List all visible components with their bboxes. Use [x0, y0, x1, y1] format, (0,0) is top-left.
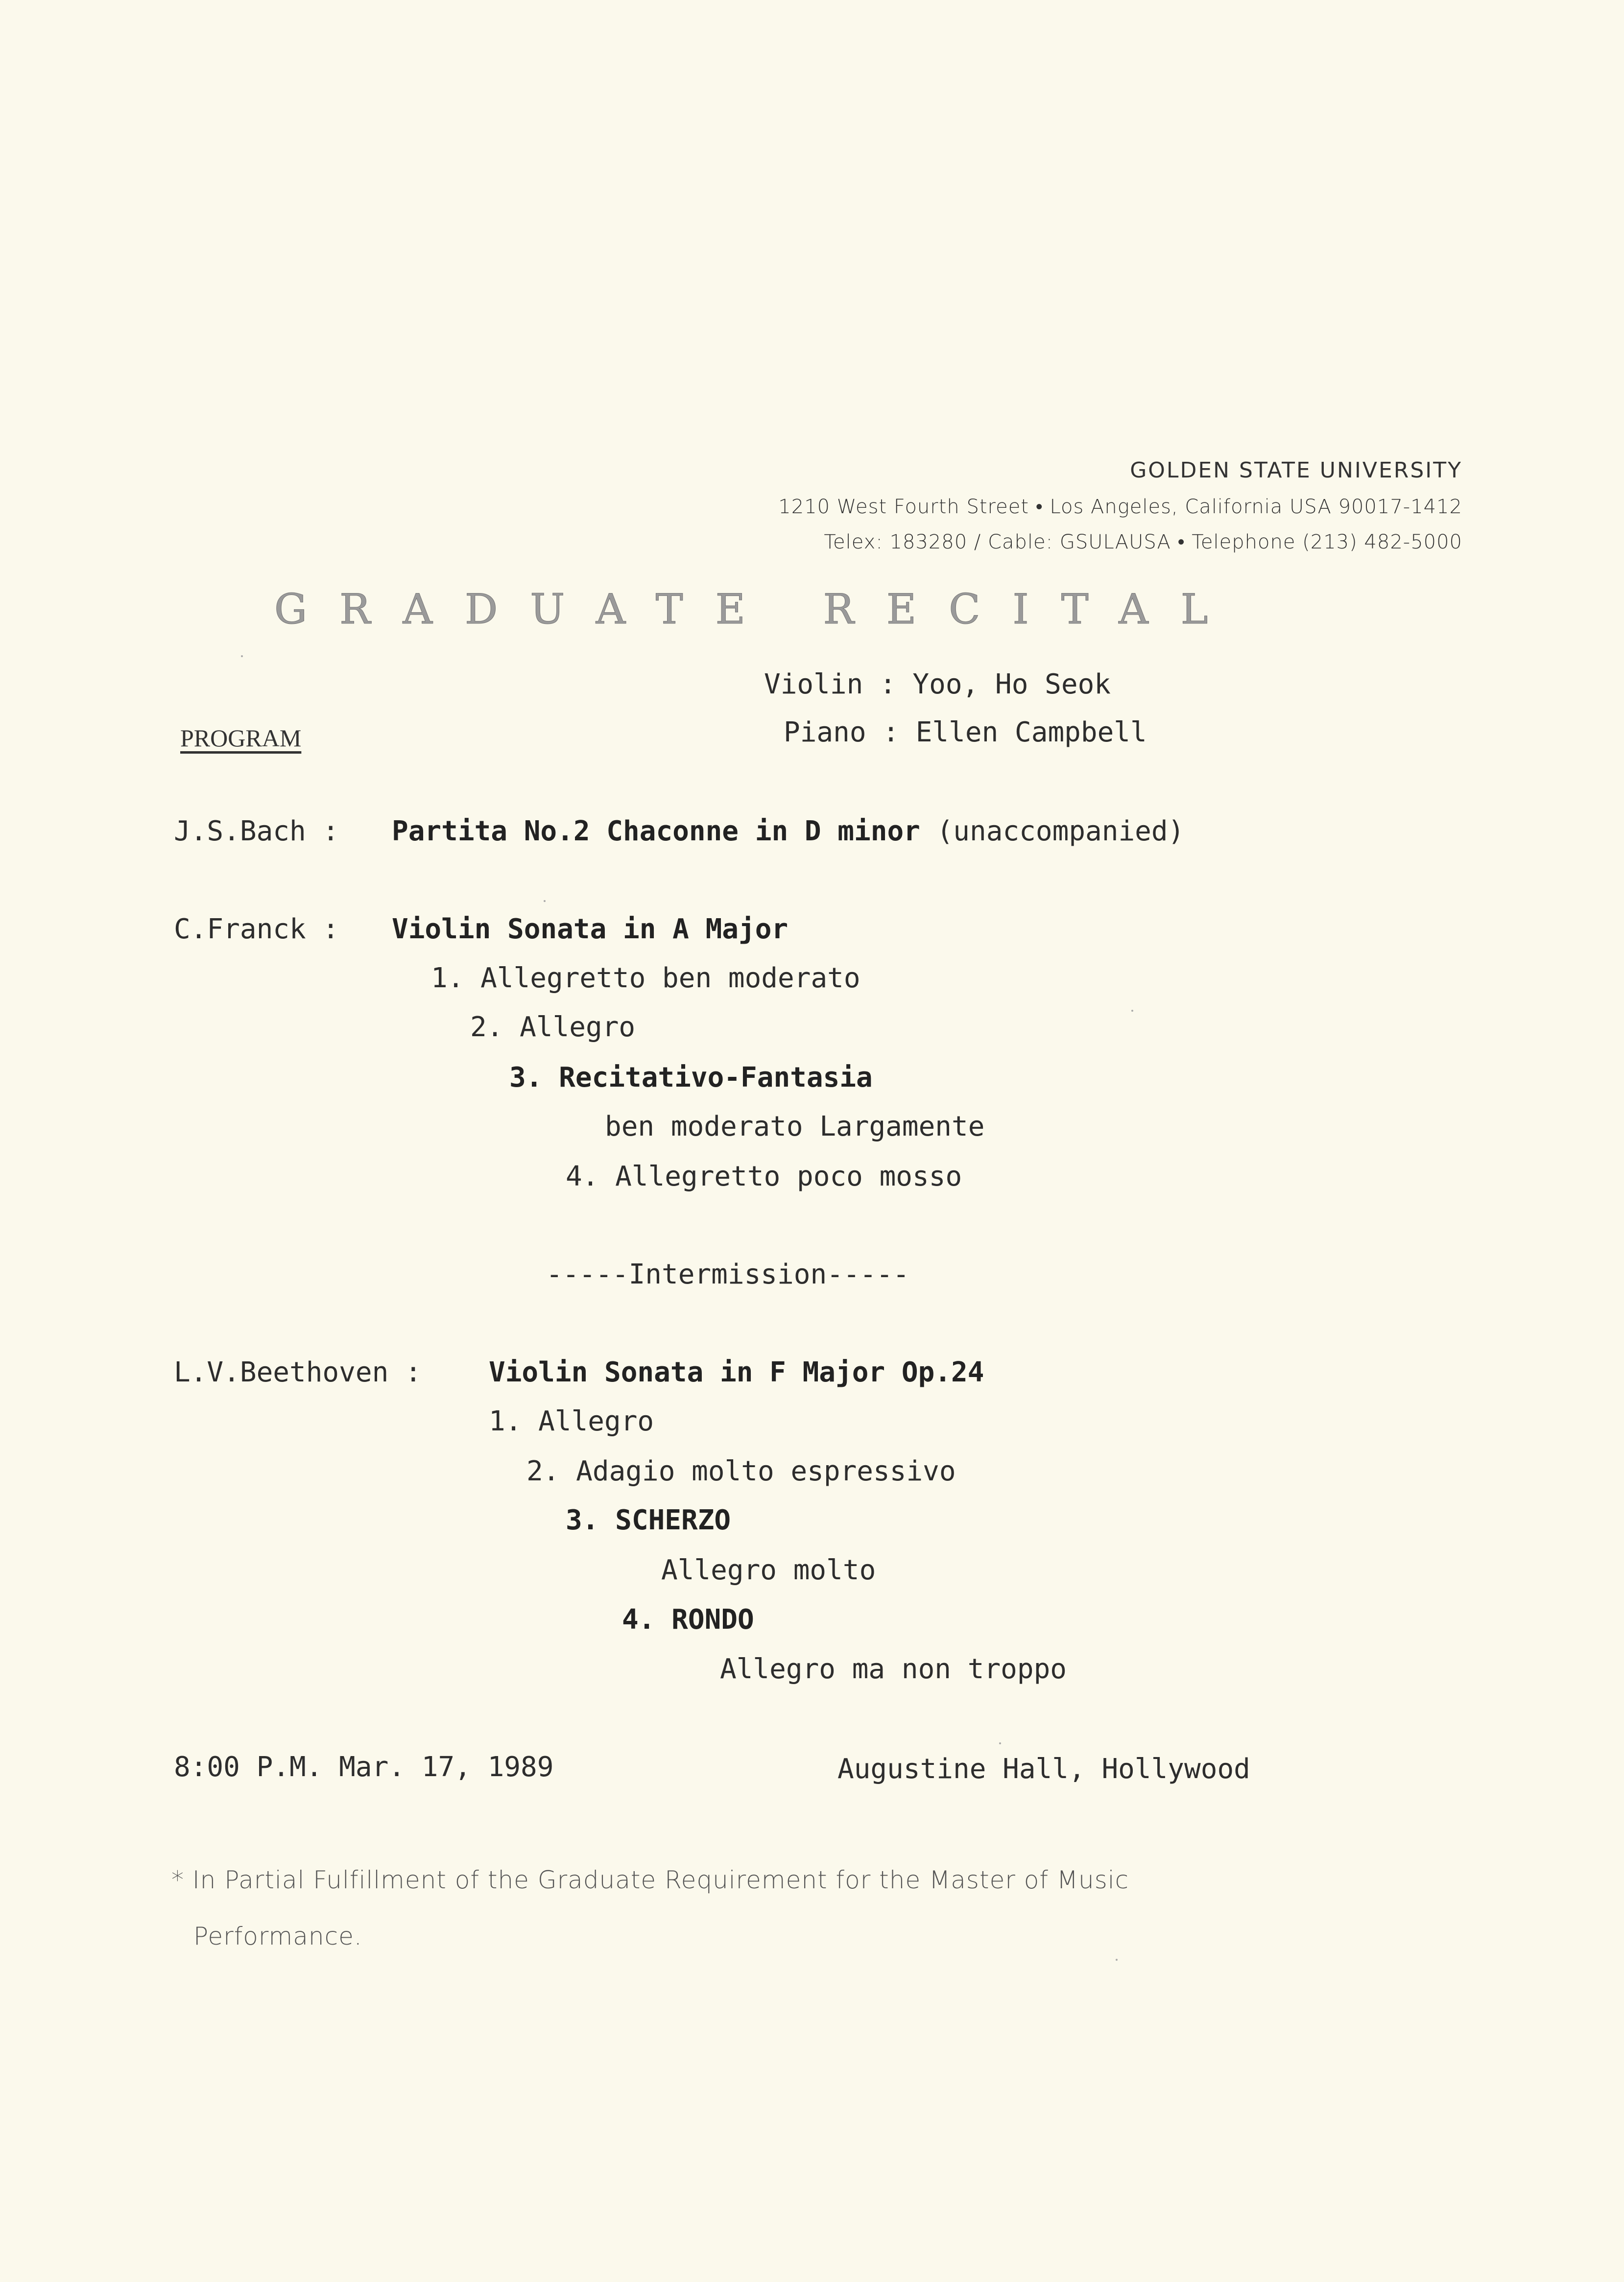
footnote-line-1: * In Partial Fulfillment of the Graduate Requirement for the Master of Music	[171, 1866, 1129, 1894]
program-label: PROGRAM	[180, 724, 302, 752]
beethoven-work: Violin Sonata in F Major Op.24	[489, 1356, 984, 1388]
franck-work: Violin Sonata in A Major	[392, 913, 788, 945]
university-address: 1210 West Fourth Street • Los Angeles, California USA 90017-1412	[778, 496, 1462, 518]
beethoven-composer: L.V.Beethoven :	[174, 1356, 422, 1388]
franck-movement: 1. Allegretto ben moderato	[431, 962, 860, 994]
performer-violin: Violin : Yoo, Ho Seok	[764, 668, 1111, 700]
paper-speck	[1131, 1010, 1133, 1012]
recital-title: GRADUATE RECITAL	[274, 585, 1241, 633]
paper-speck	[241, 655, 243, 657]
franck-movement: 4. Allegretto poco mosso	[566, 1161, 962, 1192]
beethoven-movement-tempo: Allegro ma non troppo	[720, 1653, 1067, 1685]
beethoven-movement: 1. Allegro	[489, 1405, 654, 1437]
intermission: -----Intermission-----	[546, 1259, 909, 1290]
paper-speck	[544, 900, 546, 902]
performer-piano: Piano : Ellen Campbell	[784, 716, 1147, 748]
bach-note: (unaccompanied)	[936, 815, 1185, 847]
beethoven-movement: 3. SCHERZO	[566, 1504, 731, 1536]
footnote-line-2: Performance.	[193, 1922, 362, 1950]
paper-speck	[1116, 1959, 1118, 1961]
paper-speck	[999, 1742, 1001, 1744]
event-datetime: 8:00 P.M. Mar. 17, 1989	[174, 1751, 554, 1783]
bach-work-title: Partita No.2 Chaconne in D minor	[392, 815, 920, 847]
beethoven-movement-tempo: Allegro molto	[661, 1554, 876, 1586]
university-contact: Telex: 183280 / Cable: GSULAUSA • Telephone (213) 482-5000	[824, 531, 1462, 553]
beethoven-movement: 4. RONDO	[622, 1604, 754, 1636]
franck-movement: 2. Allegro	[470, 1011, 636, 1043]
university-name: GOLDEN STATE UNIVERSITY	[1130, 458, 1462, 483]
franck-movement: 3. Recitativo-Fantasia	[509, 1062, 873, 1093]
beethoven-movement: 2. Adagio molto espressivo	[526, 1455, 956, 1487]
franck-movement-tempo: ben moderato Largamente	[605, 1111, 985, 1142]
bach-work	[392, 815, 1184, 847]
bach-composer: J.S.Bach :	[174, 815, 339, 847]
franck-composer: C.Franck :	[174, 913, 339, 945]
event-venue: Augustine Hall, Hollywood	[837, 1753, 1250, 1785]
